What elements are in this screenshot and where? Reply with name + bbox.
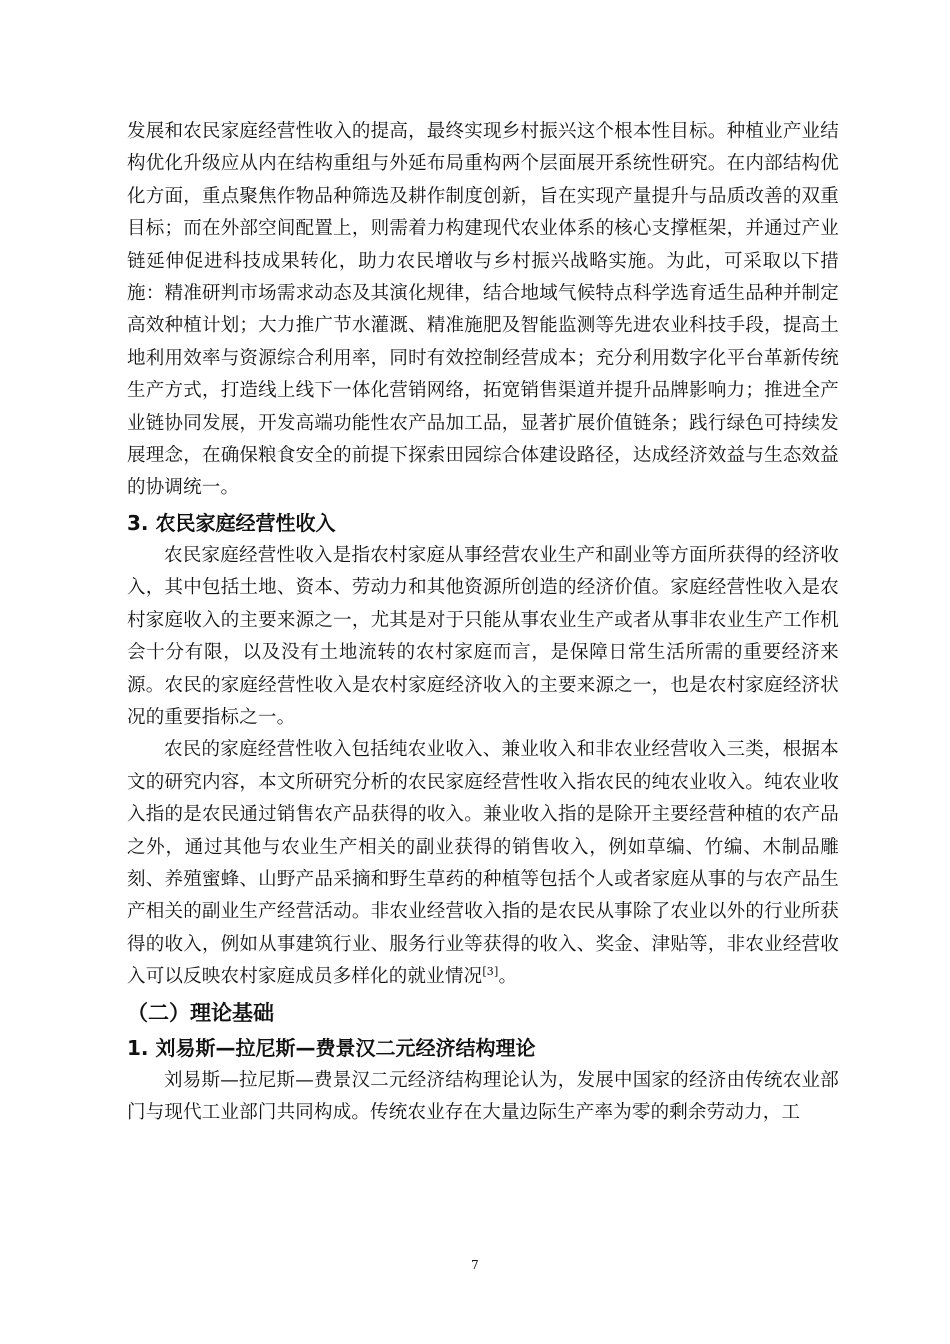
paragraph-end-punctuation: 。	[498, 966, 518, 988]
body-paragraph: 发展和农民家庭经营性收入的提高，最终实现乡村振兴这个根本性目标。种植业产业结构优化升级应从内在结构重组与外延布局重构两个层面展开系统性研究。在内部结构优化方面，重点聚焦作物品种筛选及耕作制度创新，旨在实现产量提升与品质改善的双重目标；而在外部空间配置上，则需着力构建现代农业体系的核心支撑框架，并通过产业链延伸促进科技成果转化，助力农民增收与乡村振兴战略实施。为此，可采取以下措施：精准研判市场需求动态及其演化规律，结合地域气候特点科学选育适生品种并制定高效种植计划；大力推广节水灌溉、精准施肥及智能监测等先进农业科技手段，提高土地利用效率与资源综合利用率，同时有效控制经营成本；充分利用数字化平台革新传统生产方式，打造线上线下一体化营销网络，拓宽销售渠道并提升品牌影响力；推进全产业链协同发展，开发高端功能性农产品加工品，显著扩展价值链条；践行绿色可持续发展理念，在确保粮食安全的前提下探索田园综合体建设路径，达成经济效益与生态效益的协调统一。	[127, 121, 839, 499]
subsection-heading: 3. 农民家庭经营性收入	[127, 510, 336, 535]
page-number: 7	[471, 1258, 479, 1272]
section-heading: （二）理论基础	[127, 1000, 274, 1025]
body-paragraph: 农民家庭经营性收入是指农村家庭从事经营农业生产和副业等方面所获得的经济收入，其中包括土地、资本、劳动力和其他资源所创造的经济价值。家庭经营性收入是农村家庭收入的主要来源之一，尤其是对于只能从事农业生产或者从事非农业生产工作机会十分有限，以及没有土地流转的农村家庭而言，是保障日常生活所需的重要经济来源。农民的家庭经营性收入是农村家庭经济收入的主要来源之一，也是农村家庭经济状况的重要指标之一。	[127, 544, 839, 728]
body-paragraph: 刘易斯—拉尼斯—费景汉二元经济结构理论认为，发展中国家的经济由传统农业部门与现代工业部门共同构成。传统农业存在大量边际生产率为零的剩余劳动力，工	[127, 1069, 839, 1123]
body-paragraph	[127, 734, 839, 993]
page-body	[127, 116, 839, 1129]
subsection-heading: 1. 刘易斯—拉尼斯—费景汉二元经济结构理论	[127, 1035, 536, 1060]
paragraph-text: 农民的家庭经营性收入包括纯农业收入、兼业收入和非农业经营收入三类，根据本文的研究内容，本文所研究分析的农民家庭经营性收入指农民的纯农业收入。纯农业收入指的是农民通过销售农产品获得的收入。兼业收入指的是除开主要经营种植的农产品之外，通过其他与农业生产相关的副业获得的销售收入，例如草编、竹编、木制品雕刻、养殖蜜蜂、山野产品采摘和野生草药的种植等包括个人或者家庭从事的与农产品生产相关的副业生产经营活动。非农业经营收入指的是农民从事除了农业以外的行业所获得的收入，例如从事建筑行业、服务行业等获得的收入、奖金、津贴等，非农业经营收入可以反映农村家庭成员多样化的就业情况	[127, 739, 839, 988]
citation-marker: [3]	[482, 965, 499, 978]
